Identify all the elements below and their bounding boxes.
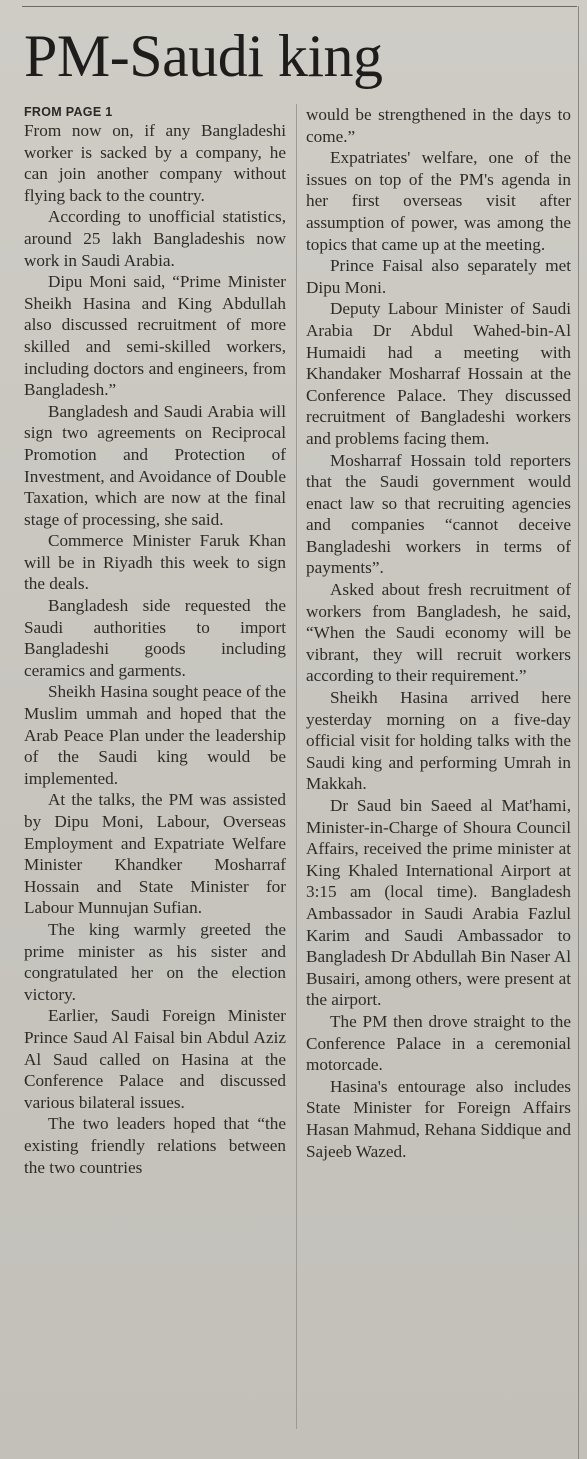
- paragraph: From now on, if any Bangladeshi worker is sacked by a company, he can join another company without flying back to the country.: [24, 121, 286, 205]
- paragraph: Dr Saud bin Saeed al Mat'hami, Minister-in-Charge of Shoura Council Affairs, received the prime minister at King Khaled International Airport at 3:15 am (local time). Bangladesh Ambassador in Saudi Arabia Fazlul Karim and Saudi Ambassador to Bangladesh Dr Abdullah Bin Naser Al Busairi, among others, were present at the airport.: [306, 796, 571, 1010]
- paragraph: Dipu Moni said, “Prime Minister Sheikh Hasina and King Abdullah also discussed recruitment of more skilled and semi-skilled workers, including doctors and engineers, from Bangladesh.”: [24, 272, 286, 400]
- paragraph: Mosharraf Hossain told reporters that the Saudi government would enact law so that recruiting agencies and companies “cannot deceive Bangladeshi workers in terms of payments”.: [306, 450, 571, 578]
- paragraph: Prince Faisal also separately met Dipu Moni.: [306, 256, 571, 297]
- column-right: [306, 104, 571, 1162]
- column-left: [24, 104, 286, 1178]
- paragraph: Expatriates' welfare, one of the issues on top of the PM's agenda in her first overseas visit after assumption of power, was among the topics that came up at the meeting.: [306, 148, 571, 254]
- paragraph: Bangladesh side requested the Saudi authorities to import Bangladeshi goods including ceramics and garments.: [24, 596, 286, 680]
- right-edge-rule: [578, 6, 579, 1459]
- headline: PM-Saudi king: [24, 23, 383, 89]
- paragraph: Hasina's entourage also includes State Minister for Foreign Affairs Hasan Mahmud, Rehana Siddique and Sajeeb Wazed.: [306, 1076, 571, 1161]
- paragraph: Asked about fresh recruitment of workers from Bangladesh, he said, “When the Saudi economy will be vibrant, they will recruit workers according to their requirement.”: [306, 580, 571, 686]
- paragraph-continued: would be strengthened in the days to come.”: [306, 105, 571, 146]
- paragraph: The king warmly greeted the prime minister as his sister and congratulated her on the election victory.: [24, 919, 286, 1004]
- paragraph: Earlier, Saudi Foreign Minister Prince Saud Al Faisal bin Abdul Aziz Al Saud called on Hasina at the Conference Palace and discussed various bilateral issues.: [24, 1006, 286, 1112]
- paragraph: The PM then drove straight to the Conference Palace in a ceremonial motorcade.: [306, 1011, 571, 1075]
- paragraph: Deputy Labour Minister of Saudi Arabia Dr Abdul Wahed-bin-Al Humaidi had a meeting with Khandaker Mosharraf Hossain at the Conference Palace. They discussed recruitment of Bangladeshi workers and problems facing them.: [306, 299, 571, 448]
- paragraph: According to unofficial statistics, around 25 lakh Bangladeshis now work in Saudi Arabia.: [24, 207, 286, 270]
- top-rule: [22, 6, 577, 7]
- paragraph: Sheikh Hasina sought peace of the Muslim ummah and hoped that the Arab Peace Plan under the leadership of the Saudi king would be implemented.: [24, 682, 286, 788]
- paragraph: The two leaders hoped that “the existing friendly relations between the two countries: [24, 1114, 286, 1177]
- kicker: FROM PAGE 1: [24, 105, 113, 119]
- paragraph: Bangladesh and Saudi Arabia will sign two agreements on Reciprocal Promotion and Protection of Investment, and Avoidance of Double Taxation, which are now at the final stage of processing, she said.: [24, 401, 286, 529]
- paragraph: At the talks, the PM was assisted by Dipu Moni, Labour, Overseas Employment and Expatriate Welfare Minister Khandker Mosharraf Hossain and State Minister for Labour Munnujan Sufian.: [24, 790, 286, 918]
- column-divider: [296, 104, 297, 1429]
- paragraph: Sheikh Hasina arrived here yesterday morning on a five-day official visit for holding talks with the Saudi king and performing Umrah in Makkah.: [306, 688, 571, 794]
- paragraph: Commerce Minister Faruk Khan will be in Riyadh this week to sign the deals.: [24, 531, 286, 594]
